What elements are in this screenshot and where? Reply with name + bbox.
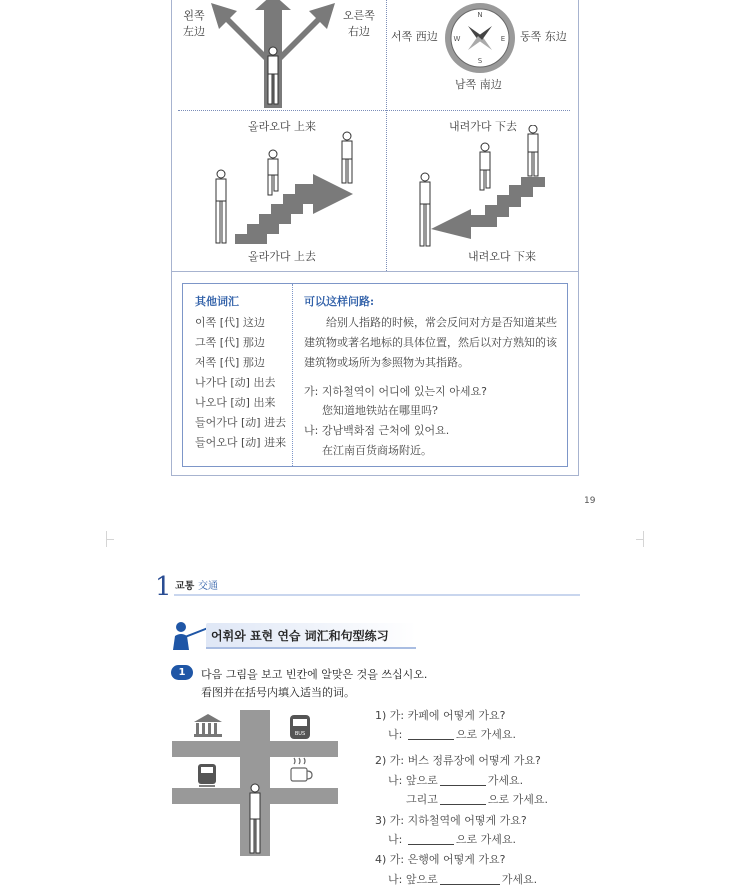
- left-label-zh: 左边: [183, 25, 205, 38]
- compass-s: S: [477, 57, 483, 65]
- right-label: [343, 8, 375, 40]
- answer-prefix: 나: 앞으로: [388, 774, 438, 787]
- panel-divider-horizontal-bottom: [172, 271, 578, 272]
- answer-suffix: 으로 가세요.: [487, 793, 549, 806]
- street-map-illustration: [170, 708, 340, 858]
- south-label-ko: 남쪽: [455, 78, 477, 91]
- south-label: [455, 76, 502, 92]
- subway-icon: [198, 764, 216, 786]
- vocab-box-divider: [292, 284, 293, 466]
- stairs-down-illustration: [405, 125, 555, 249]
- exercise-number-badge: 1: [171, 665, 193, 680]
- compass-e: E: [500, 35, 506, 43]
- page-number: 19: [584, 496, 596, 506]
- answer-suffix: 으로 가세요.: [455, 728, 516, 741]
- question-4: 4) 가: 은행에 어떻게 가요?: [375, 853, 506, 866]
- vocab-word: 나가다 [动] 出去: [195, 376, 276, 389]
- chapter-title: 교통: [175, 581, 195, 592]
- other-vocab-box: [182, 283, 568, 467]
- answer-prefix: 나:: [388, 728, 406, 741]
- answer-prefix: 나: 앞으로: [388, 873, 438, 886]
- vocab-word: 그쪽 [代] 那边: [195, 336, 265, 349]
- chapter-number: 1: [155, 572, 172, 602]
- ask-way-paragraph-line: 建筑物或场所为参照物为其指路。: [304, 356, 469, 369]
- fill-in-blank[interactable]: [408, 844, 454, 845]
- bus-icon: [290, 715, 310, 739]
- answer-prefix: 그리고: [406, 793, 438, 806]
- ask-way-paragraph-line: 给别人指路的时候，常会反问对方是否知道某些: [326, 316, 557, 329]
- coffee-cup-icon: [291, 758, 312, 781]
- chapter-title-zh: 交通: [198, 581, 218, 592]
- compass-w: W: [453, 35, 461, 43]
- east-label: [520, 28, 567, 44]
- answer-2: [388, 772, 523, 788]
- left-label: [183, 8, 205, 40]
- stairs-up-illustration: [205, 130, 365, 248]
- ask-way-title: 可以这样问路:: [304, 295, 375, 308]
- south-label-zh: 南边: [479, 78, 502, 91]
- chapter-rule: [174, 594, 580, 596]
- west-label-zh: 西边: [415, 30, 438, 43]
- answer-prefix: 나:: [388, 833, 406, 846]
- vocab-word: 들어가다 [动] 进去: [195, 416, 287, 429]
- answer-suffix: 가세요.: [487, 774, 524, 787]
- stairs-down-top-label: 내려가다 下去: [449, 120, 518, 133]
- answer-1: [388, 726, 516, 742]
- answer-4: [388, 871, 537, 887]
- teacher-pointer-icon: [170, 620, 210, 652]
- vocab-word: 들어오다 [动] 进来: [195, 436, 287, 449]
- section-banner-underline: [206, 647, 416, 649]
- question-1: 1) 가: 카페에 어떻게 가요?: [375, 709, 506, 722]
- panel-divider-vertical: [386, 0, 387, 271]
- east-label-zh: 东边: [544, 30, 567, 43]
- section-title: 어휘와 표현 연습 词汇和句型练习: [211, 629, 389, 643]
- other-vocab-title: 其他词汇: [195, 295, 239, 308]
- stairs-up-top-label: 올라오다 上来: [248, 120, 317, 133]
- fill-in-blank[interactable]: [408, 739, 454, 740]
- left-label-ko: 왼쪽: [183, 9, 205, 22]
- vocab-word: 저쪽 [代] 那边: [195, 356, 265, 369]
- fill-in-blank[interactable]: [440, 884, 500, 885]
- east-label-ko: 동쪽: [520, 30, 542, 43]
- exercise-instruction-zh: 看图并在括号内填入适当的词。: [201, 686, 355, 699]
- compass-icon: [442, 0, 518, 76]
- fill-in-blank[interactable]: [440, 785, 486, 786]
- dialogue-line: 가: 지하철역이 어디에 있는지 아세요?: [304, 385, 487, 398]
- compass-n: N: [477, 11, 483, 19]
- answer-suffix: 가세요.: [501, 873, 538, 886]
- dialogue-line: 나: 강남백화점 근처에 있어요.: [304, 424, 450, 437]
- answer-suffix: 으로 가세요.: [455, 833, 516, 846]
- crop-mark: [636, 539, 644, 540]
- stairs-up-bottom-label: 올라가다 上去: [248, 250, 317, 263]
- bus-icon-label: BUS: [294, 731, 306, 737]
- fill-in-blank[interactable]: [440, 804, 486, 805]
- right-label-zh: 右边: [347, 25, 370, 38]
- vocab-word: 나오다 [动] 出来: [195, 396, 276, 409]
- west-label-ko: 서쪽: [391, 30, 413, 43]
- stairs-down-bottom-label: 내려오다 下来: [468, 250, 537, 263]
- question-3: 3) 가: 지하철역에 어떻게 가요?: [375, 814, 527, 827]
- west-label: [391, 28, 438, 44]
- answer-3: [388, 831, 516, 847]
- dialogue-line: 您知道地铁站在哪里吗?: [322, 404, 438, 417]
- bank-icon: [194, 714, 222, 737]
- ask-way-paragraph-line: 建筑物或著名地标的具体位置，然后以对方熟知的该: [304, 336, 557, 349]
- right-label-ko: 오른쪽: [343, 9, 375, 22]
- dialogue-line: 在江南百货商场附近。: [322, 444, 432, 457]
- crop-mark: [106, 539, 114, 540]
- exercise-instruction-ko: 다음 그림을 보고 빈칸에 알맞은 것을 쓰십시오.: [201, 668, 428, 681]
- direction-arrows-illustration: [206, 0, 340, 112]
- vocab-word: 이쪽 [代] 这边: [195, 316, 265, 329]
- question-2: 2) 가: 버스 정류장에 어떻게 가요?: [375, 754, 541, 767]
- answer-2b: [406, 791, 548, 807]
